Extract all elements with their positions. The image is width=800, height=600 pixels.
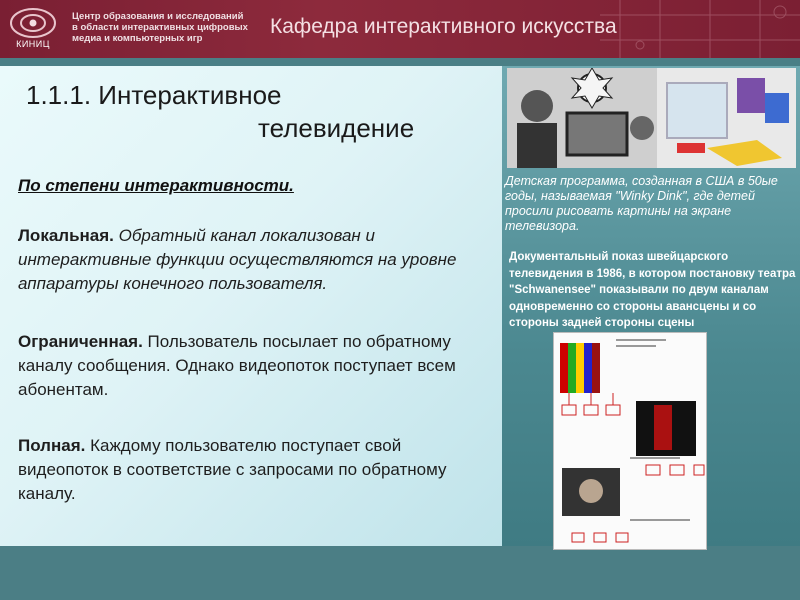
department-title: Кафедра интерактивного искусства	[270, 15, 617, 38]
section-subheading: По степени интерактивности.	[18, 176, 294, 195]
term-full: Полная.	[18, 436, 86, 455]
winky-dink-illustration	[507, 68, 796, 168]
paragraph-local	[18, 224, 496, 296]
scheme-diagram	[554, 333, 706, 549]
term-limited: Ограниченная.	[18, 332, 143, 351]
paragraph-limited	[18, 330, 496, 402]
logo-text: КИНИЦ	[16, 39, 50, 49]
caption-schwanensee: Документальный показ швейцарского телевидения в 1986, в котором постановку театра "Schwanensee" показывали по двум каналам одновременно со стороны авансцены и со стороны задней стороны сцены	[509, 251, 796, 329]
slide-title-line2: телевидение	[258, 113, 415, 143]
paragraph-full	[18, 434, 496, 506]
interaction-scheme-document	[553, 332, 707, 550]
header-decoration	[600, 0, 800, 58]
header-bar	[0, 0, 800, 58]
term-local: Локальная.	[18, 226, 114, 245]
organization-name: Центр образования и исследований в области интерактивных цифровых медиа и компьютерных игр	[72, 11, 248, 44]
winky-dink-photo	[507, 68, 796, 168]
text-full: Каждому пользователю поступает свой видеопоток в соответствие с запросами по обратному каналу.	[18, 436, 447, 503]
caption-winky-dink: Детская программа, созданная в США в 50ые годы, называемая "Winky Dink", где детей просили рисовать картины на экране телевизора.	[505, 174, 778, 233]
text-limited: Пользователь посылает по обратному каналу сообщения. Однако видеопоток поступает всем абонентам.	[18, 332, 456, 399]
text-local: Обратный канал локализован и интерактивные функции осуществляются на уровне аппаратуры конечного пользователя.	[18, 226, 457, 293]
bottom-bar	[0, 546, 800, 600]
slide-title-line1: 1.1.1. Интерактивное	[26, 80, 282, 110]
